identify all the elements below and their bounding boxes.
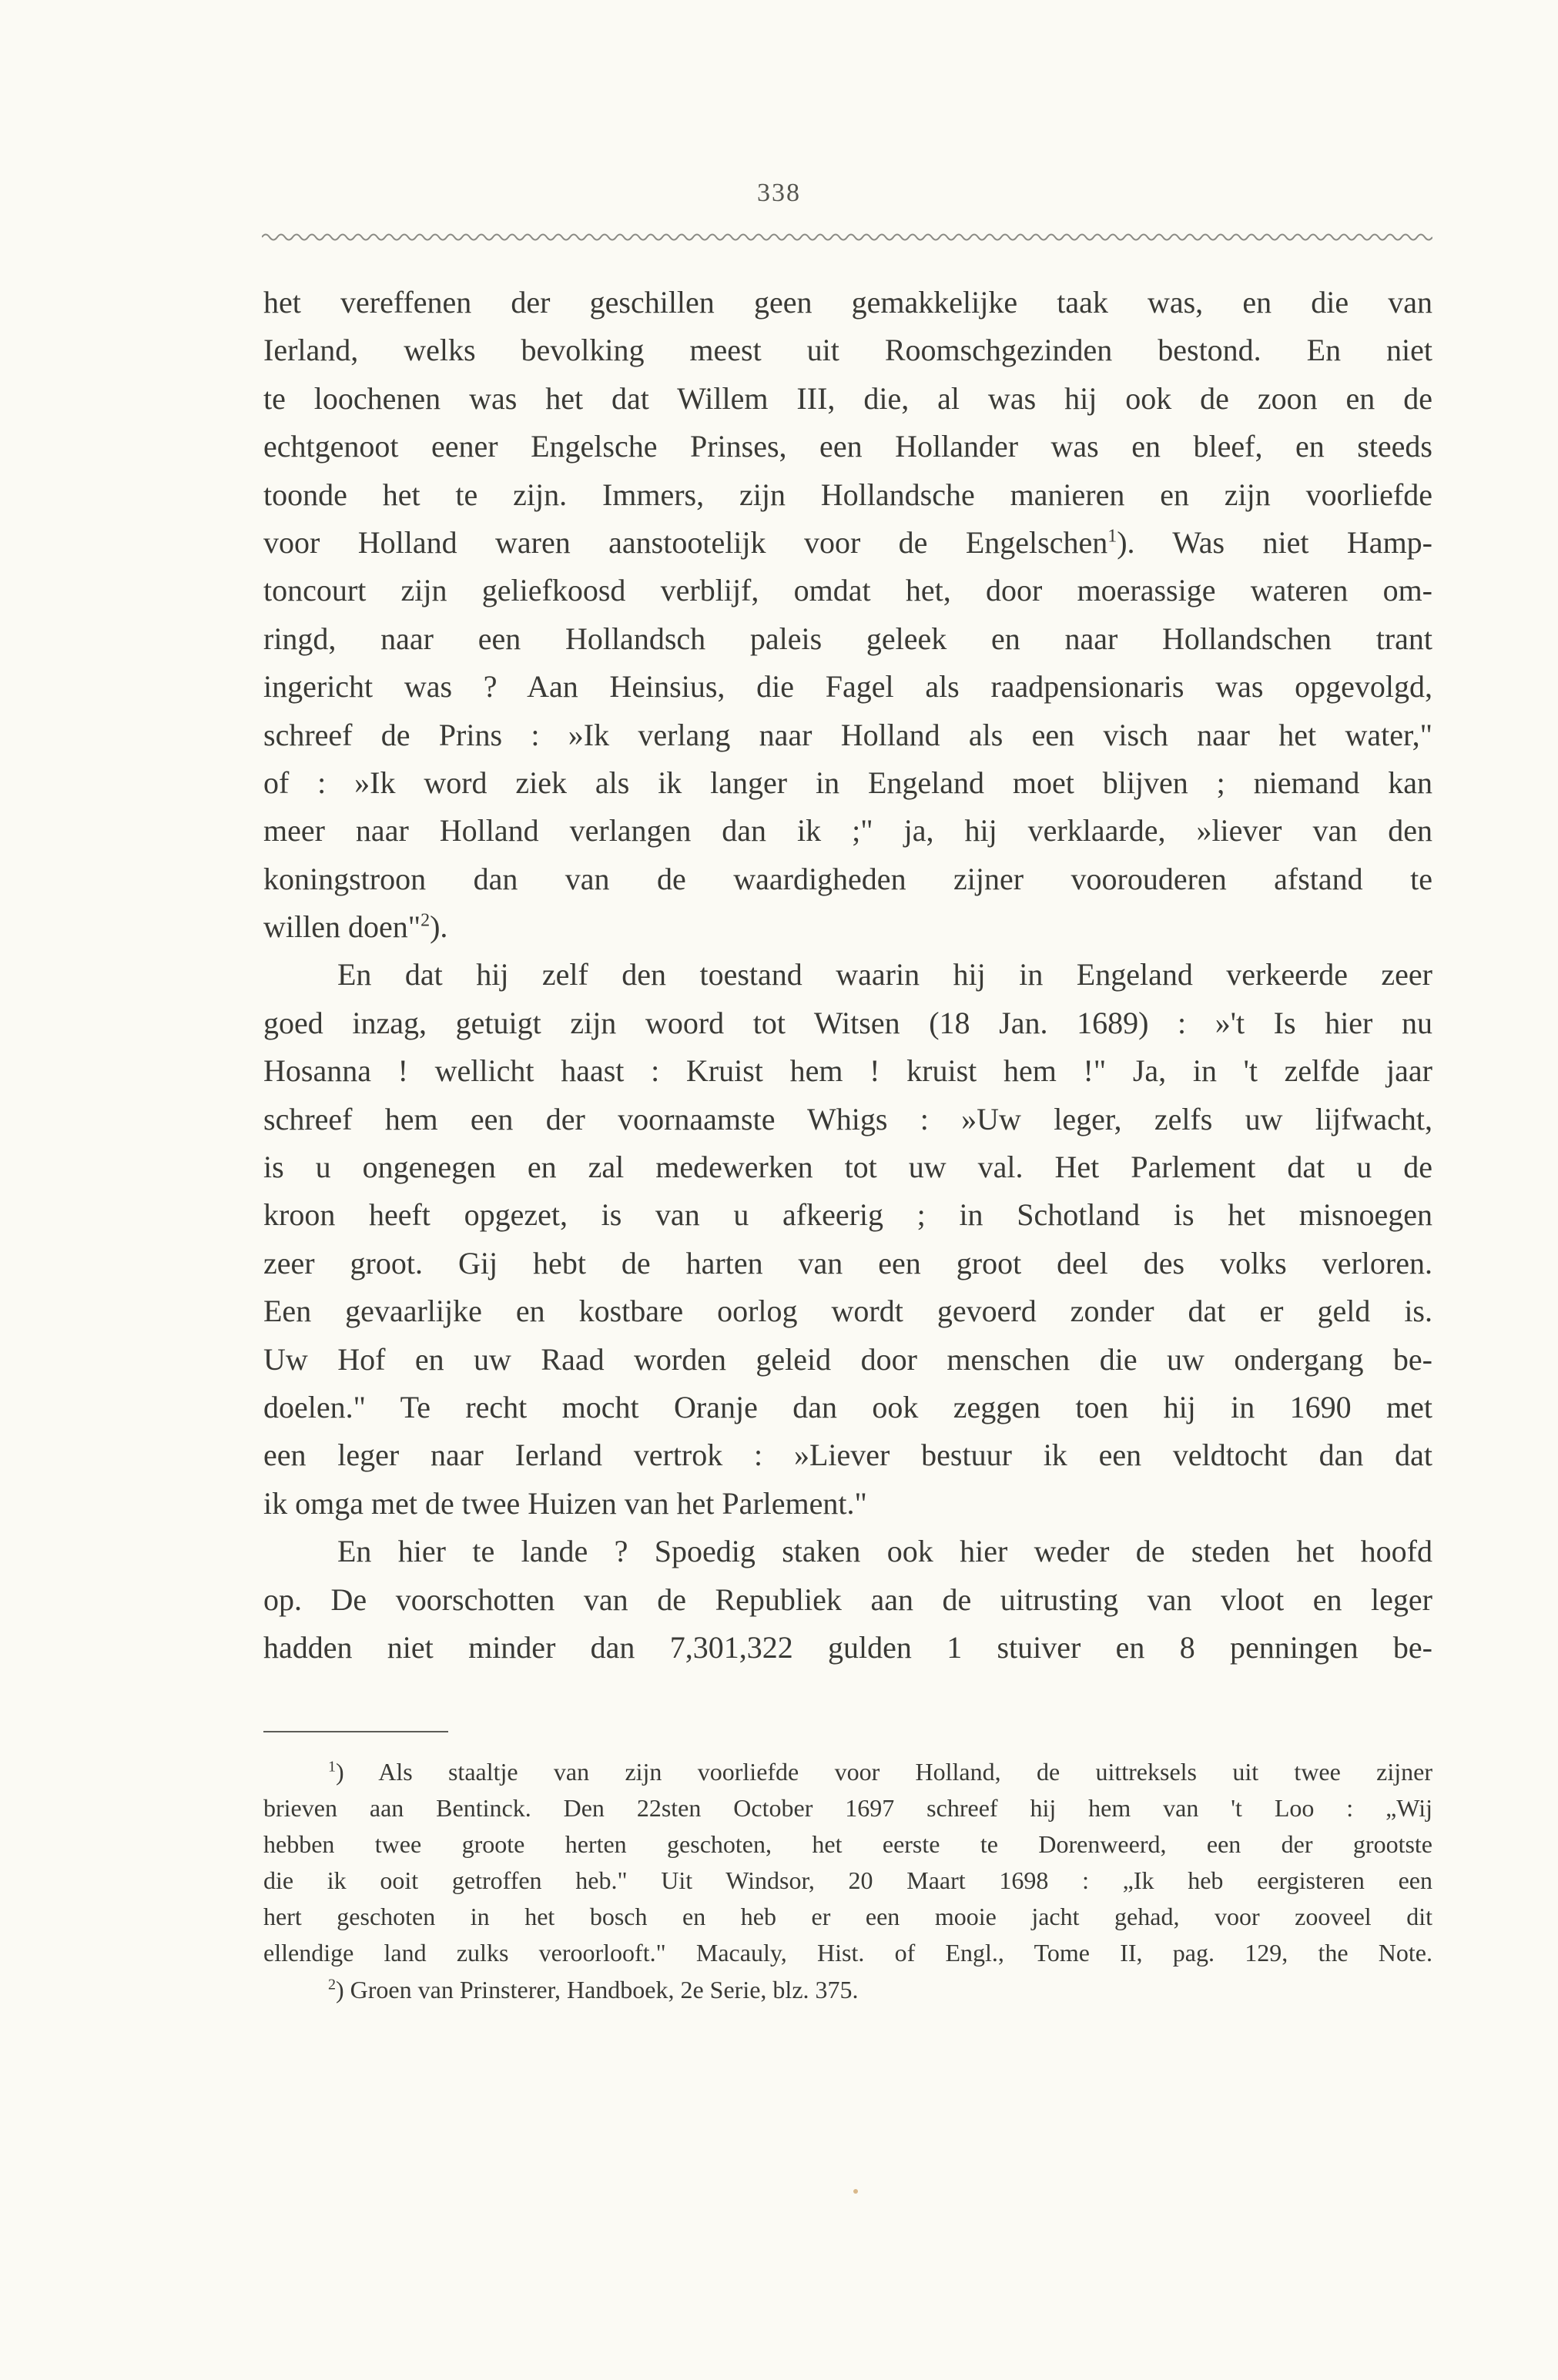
paper-speck	[853, 2189, 858, 2194]
footnote-line: hebben twee groote herten geschoten, het eerste te Dorenweerd, een der grootste	[263, 1830, 1432, 1859]
footnote-marker: 2	[328, 1975, 336, 1993]
footnote-marker: 1	[328, 1758, 336, 1776]
text-line: kroon heeft opgezet, is van u afkeerig ; in Schotland is het misnoegen	[263, 1197, 1432, 1233]
footnote-line	[263, 1972, 1432, 2008]
text-line: schreef hem een der voornaamste Whigs : »Uw leger, zelfs uw lijfwacht,	[263, 1101, 1432, 1136]
text-line: schreef de Prins : »Ik verlang naar Holland als een visch naar het water,"	[263, 717, 1432, 752]
text-line: een leger naar Ierland vertrok : »Liever bestuur ik een veldtocht dan dat	[263, 1438, 1432, 1473]
text-line: zeer groot. Gij hebt de harten van een groot deel des volks verloren.	[263, 1245, 1432, 1280]
footnote-reference: 1	[1107, 526, 1117, 547]
text-line: op. De voorschotten van de Republiek aan de uitrusting van vloot en leger	[263, 1582, 1432, 1617]
wavy-rule-ornament	[262, 229, 1432, 245]
text-line: meer naar Holland verlangen dan ik ;" ja, hij verklaarde, »liever van den	[263, 813, 1432, 849]
text-line: is u ongenegen en zal medewerken tot uw val. Het Parlement dat u de	[263, 1150, 1432, 1185]
text-line: echtgenoot eener Engelsche Prinses, een Hollander was en bleef, en steeds	[263, 429, 1432, 464]
footnote-reference: 2	[420, 910, 431, 931]
text-line: goed inzag, getuigt zijn woord tot Witsen (18 Jan. 1689) : »'t Is hier nu	[263, 1005, 1432, 1040]
text-line: ik omga met de twee Huizen van het Parlement."	[263, 1485, 867, 1521]
page-number: 338	[757, 179, 801, 207]
paragraph-start: En hier te lande ? Spoedig staken ook hier weder de steden het hoofd	[337, 1534, 1432, 1569]
text-line: of : »Ik word ziek als ik langer in Engeland moet blijven ; niemand kan	[263, 765, 1432, 800]
text-line: Ierland, welks bevolking meest uit Roomschgezinden bestond. En niet	[263, 333, 1432, 368]
text-line: ringd, naar een Hollandsch paleis geleek en naar Hollandschen trant	[263, 621, 1432, 656]
footnote-line: ellendige land zulks veroorlooft." Macauly, Hist. of Engl., Tome II, pag. 129, the Note.	[263, 1939, 1432, 1967]
text-line: koningstroon dan van de waardigheden zijner voorouderen afstand te	[263, 861, 1432, 896]
text-line: toncourt zijn geliefkoosd verblijf, omdat het, door moerassige wateren om-	[263, 573, 1432, 608]
footnote-line: brieven aan Bentinck. Den 22sten October 1697 schreef hij hem van 't Loo : „Wij	[263, 1794, 1432, 1823]
text-line: Hosanna ! wellicht haast : Kruist hem ! kruist hem !" Ja, in 't zelfde jaar	[263, 1053, 1432, 1089]
text-line: toonde het te zijn. Immers, zijn Hollandsche manieren en zijn voorliefde	[263, 477, 1432, 512]
footnote-line: die ik ooit getroffen heb." Uit Windsor, 20 Maart 1698 : „Ik heb eergisteren een	[263, 1866, 1432, 1895]
footnote-text: ) Groen van Prinsterer, Handboek, 2e Serie, blz. 375.	[336, 1975, 859, 2003]
text-line: doelen." Te recht mocht Oranje dan ook zeggen toen hij in 1690 met	[263, 1389, 1432, 1424]
text-line-segment: willen doen"	[263, 909, 421, 945]
footnotes	[263, 1754, 1432, 2008]
text-line: Uw Hof en uw Raad worden geleid door menschen die uw ondergang be-	[263, 1341, 1432, 1377]
text-line: ingericht was ? Aan Heinsius, die Fagel als raadpensionaris was opgevolgd,	[263, 669, 1432, 705]
footnote-line: hert geschoten in het bosch en heb er een mooie jacht gehad, voor zooveel dit	[263, 1903, 1432, 1931]
text-line	[263, 903, 1432, 951]
text-line-segment: voor Holland waren aanstootelijk voor de Engelschen	[263, 524, 1108, 560]
text-line: te loochenen was het dat Willem III, die, al was hij ook de zoon en de	[263, 380, 1432, 416]
text-line-segment: ).	[430, 909, 448, 945]
footnote-text: ) Als staaltje van zijn voorliefde voor Holland, de uittreksels uit twee zijner	[336, 1758, 1432, 1786]
footnote-separator	[263, 1731, 448, 1732]
text-line	[263, 519, 1432, 567]
paragraph-start: En dat hij zelf den toestand waarin hij in Engeland verkeerde zeer	[337, 957, 1432, 993]
text-line-segment: ). Was niet Hamp-	[1117, 524, 1432, 560]
text-line: Een gevaarlijke en kostbare oorlog wordt gevoerd zonder dat er geld is.	[263, 1294, 1432, 1329]
main-text	[263, 279, 1432, 1672]
text-line: het vereffenen der geschillen geen gemakkelijke taak was, en die van	[263, 285, 1432, 320]
footnote-line	[263, 1754, 1432, 1790]
text-line: hadden niet minder dan 7,301,322 gulden 1 stuiver en 8 penningen be-	[263, 1629, 1432, 1665]
